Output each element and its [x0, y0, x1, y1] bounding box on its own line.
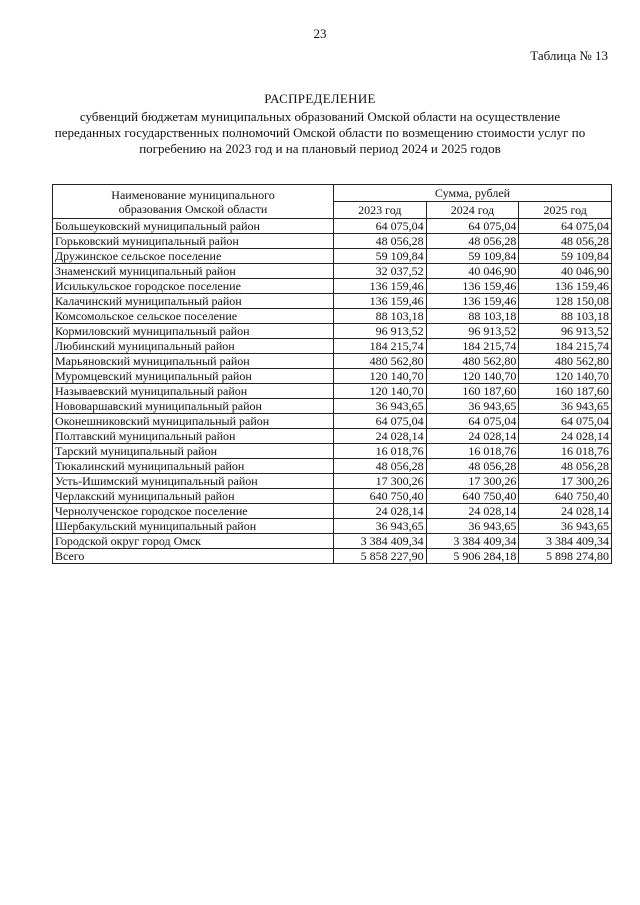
distribution-table	[52, 184, 612, 564]
amount-2023: 59 109,84	[334, 249, 427, 264]
amount-2025: 96 913,52	[519, 324, 612, 339]
amount-2025: 24 028,14	[519, 429, 612, 444]
header-sum: Сумма, рублей	[334, 185, 612, 202]
amount-2023: 136 159,46	[334, 279, 427, 294]
table-row	[53, 354, 612, 369]
municipality-name: Кормиловский муниципальный район	[53, 324, 334, 339]
amount-2023: 24 028,14	[334, 504, 427, 519]
amount-2025: 184 215,74	[519, 339, 612, 354]
table-row	[53, 474, 612, 489]
amount-2024: 64 075,04	[426, 219, 519, 234]
amount-2024: 40 046,90	[426, 264, 519, 279]
amount-2024: 36 943,65	[426, 519, 519, 534]
amount-2023: 184 215,74	[334, 339, 427, 354]
amount-2025: 16 018,76	[519, 444, 612, 459]
amount-2023: 16 018,76	[334, 444, 427, 459]
amount-2023: 24 028,14	[334, 429, 427, 444]
municipality-name: Муромцевский муниципальный район	[53, 369, 334, 384]
amount-2023: 36 943,65	[334, 519, 427, 534]
amount-2023: 120 140,70	[334, 369, 427, 384]
municipality-name: Всего	[53, 549, 334, 564]
table-row	[53, 234, 612, 249]
header-name-line: Наименование муниципального	[111, 187, 275, 202]
table-row	[53, 414, 612, 429]
amount-2024: 96 913,52	[426, 324, 519, 339]
municipality-name: Усть-Ишимский муниципальный район	[53, 474, 334, 489]
subtitle-line: переданных государственных полномочий Омской области по возмещению стоимости услуг по	[54, 125, 586, 140]
amount-2024: 184 215,74	[426, 339, 519, 354]
amount-2025: 64 075,04	[519, 219, 612, 234]
amount-2023: 48 056,28	[334, 234, 427, 249]
table-row	[53, 369, 612, 384]
amount-2023: 136 159,46	[334, 294, 427, 309]
municipality-name: Исилькульское городское поселение	[53, 279, 334, 294]
amount-2023: 120 140,70	[334, 384, 427, 399]
amount-2023: 36 943,65	[334, 399, 427, 414]
header-year-2023: 2023 год	[334, 202, 427, 219]
municipality-name: Шербакульский муниципальный район	[53, 519, 334, 534]
amount-2024: 160 187,60	[426, 384, 519, 399]
table-row	[53, 309, 612, 324]
table-row	[53, 459, 612, 474]
amount-2023: 48 056,28	[334, 459, 427, 474]
amount-2025: 3 384 409,34	[519, 534, 612, 549]
amount-2025: 48 056,28	[519, 234, 612, 249]
amount-2024: 136 159,46	[426, 294, 519, 309]
amount-2025: 59 109,84	[519, 249, 612, 264]
amount-2024: 48 056,28	[426, 234, 519, 249]
amount-2023: 3 384 409,34	[334, 534, 427, 549]
table-header	[53, 185, 612, 219]
amount-2024: 48 056,28	[426, 459, 519, 474]
table-row	[53, 504, 612, 519]
amount-2025: 640 750,40	[519, 489, 612, 504]
table-row	[53, 384, 612, 399]
amount-2024: 24 028,14	[426, 504, 519, 519]
municipality-name: Знаменский муниципальный район	[53, 264, 334, 279]
header-name-line: образования Омской области	[118, 201, 268, 216]
municipality-name: Нововаршавский муниципальный район	[53, 399, 334, 414]
amount-2025: 48 056,28	[519, 459, 612, 474]
amount-2024: 88 103,18	[426, 309, 519, 324]
header-year-2024: 2024 год	[426, 202, 519, 219]
municipality-name: Дружинское сельское поселение	[53, 249, 334, 264]
table-row	[53, 294, 612, 309]
municipality-name: Чернолученское городское поселение	[53, 504, 334, 519]
municipality-name: Городской округ город Омск	[53, 534, 334, 549]
amount-2024: 3 384 409,34	[426, 534, 519, 549]
amount-2024: 120 140,70	[426, 369, 519, 384]
municipality-name: Черлакский муниципальный район	[53, 489, 334, 504]
amount-2024: 24 028,14	[426, 429, 519, 444]
table-row	[53, 534, 612, 549]
table-row	[53, 399, 612, 414]
header-year-2025: 2025 год	[519, 202, 612, 219]
table-row	[53, 339, 612, 354]
table-row	[53, 489, 612, 504]
page-number: 23	[313, 26, 327, 41]
amount-2024: 36 943,65	[426, 399, 519, 414]
table-row-total	[53, 549, 612, 564]
table-row	[53, 264, 612, 279]
amount-2025: 120 140,70	[519, 369, 612, 384]
amount-2025: 24 028,14	[519, 504, 612, 519]
municipality-name: Горьковский муниципальный район	[53, 234, 334, 249]
amount-2025: 160 187,60	[519, 384, 612, 399]
amount-2024: 5 906 284,18	[426, 549, 519, 564]
amount-2024: 16 018,76	[426, 444, 519, 459]
amount-2023: 480 562,80	[334, 354, 427, 369]
subtitle-line: субвенций бюджетам муниципальных образований Омской области на осуществление	[79, 109, 561, 124]
amount-2024: 136 159,46	[426, 279, 519, 294]
amount-2024: 64 075,04	[426, 414, 519, 429]
amount-2025: 128 150,08	[519, 294, 612, 309]
amount-2025: 36 943,65	[519, 519, 612, 534]
table-row	[53, 249, 612, 264]
amount-2025: 17 300,26	[519, 474, 612, 489]
amount-2025: 88 103,18	[519, 309, 612, 324]
table-row	[53, 324, 612, 339]
amount-2023: 17 300,26	[334, 474, 427, 489]
amount-2025: 40 046,90	[519, 264, 612, 279]
amount-2024: 640 750,40	[426, 489, 519, 504]
municipality-name: Большеуковский муниципальный район	[53, 219, 334, 234]
table-row	[53, 219, 612, 234]
municipality-name: Калачинский муниципальный район	[53, 294, 334, 309]
document-subtitle	[40, 109, 600, 157]
document-title: РАСПРЕДЕЛЕНИЕ	[264, 91, 376, 106]
amount-2023: 32 037,52	[334, 264, 427, 279]
table-row	[53, 519, 612, 534]
municipality-name: Полтавский муниципальный район	[53, 429, 334, 444]
amount-2025: 5 898 274,80	[519, 549, 612, 564]
table-row	[53, 429, 612, 444]
municipality-name: Любинский муниципальный район	[53, 339, 334, 354]
amount-2025: 136 159,46	[519, 279, 612, 294]
table-number-label: Таблица № 13	[530, 48, 608, 63]
amount-2025: 64 075,04	[519, 414, 612, 429]
amount-2023: 64 075,04	[334, 219, 427, 234]
municipality-name: Комсомольское сельское поселение	[53, 309, 334, 324]
table-row	[53, 444, 612, 459]
amount-2023: 96 913,52	[334, 324, 427, 339]
amount-2025: 480 562,80	[519, 354, 612, 369]
municipality-name: Тарский муниципальный район	[53, 444, 334, 459]
amount-2023: 64 075,04	[334, 414, 427, 429]
municipality-name: Называевский муниципальный район	[53, 384, 334, 399]
municipality-name: Тюкалинский муниципальный район	[53, 459, 334, 474]
amount-2025: 36 943,65	[519, 399, 612, 414]
amount-2024: 17 300,26	[426, 474, 519, 489]
amount-2024: 59 109,84	[426, 249, 519, 264]
subtitle-line: погребению на 2023 год и на плановый период 2024 и 2025 годов	[139, 141, 501, 156]
amount-2023: 88 103,18	[334, 309, 427, 324]
table-body	[53, 219, 612, 564]
amount-2023: 5 858 227,90	[334, 549, 427, 564]
amount-2023: 640 750,40	[334, 489, 427, 504]
header-name-column	[53, 185, 334, 219]
table-row	[53, 279, 612, 294]
amount-2024: 480 562,80	[426, 354, 519, 369]
municipality-name: Оконешниковский муниципальный район	[53, 414, 334, 429]
municipality-name: Марьяновский муниципальный район	[53, 354, 334, 369]
